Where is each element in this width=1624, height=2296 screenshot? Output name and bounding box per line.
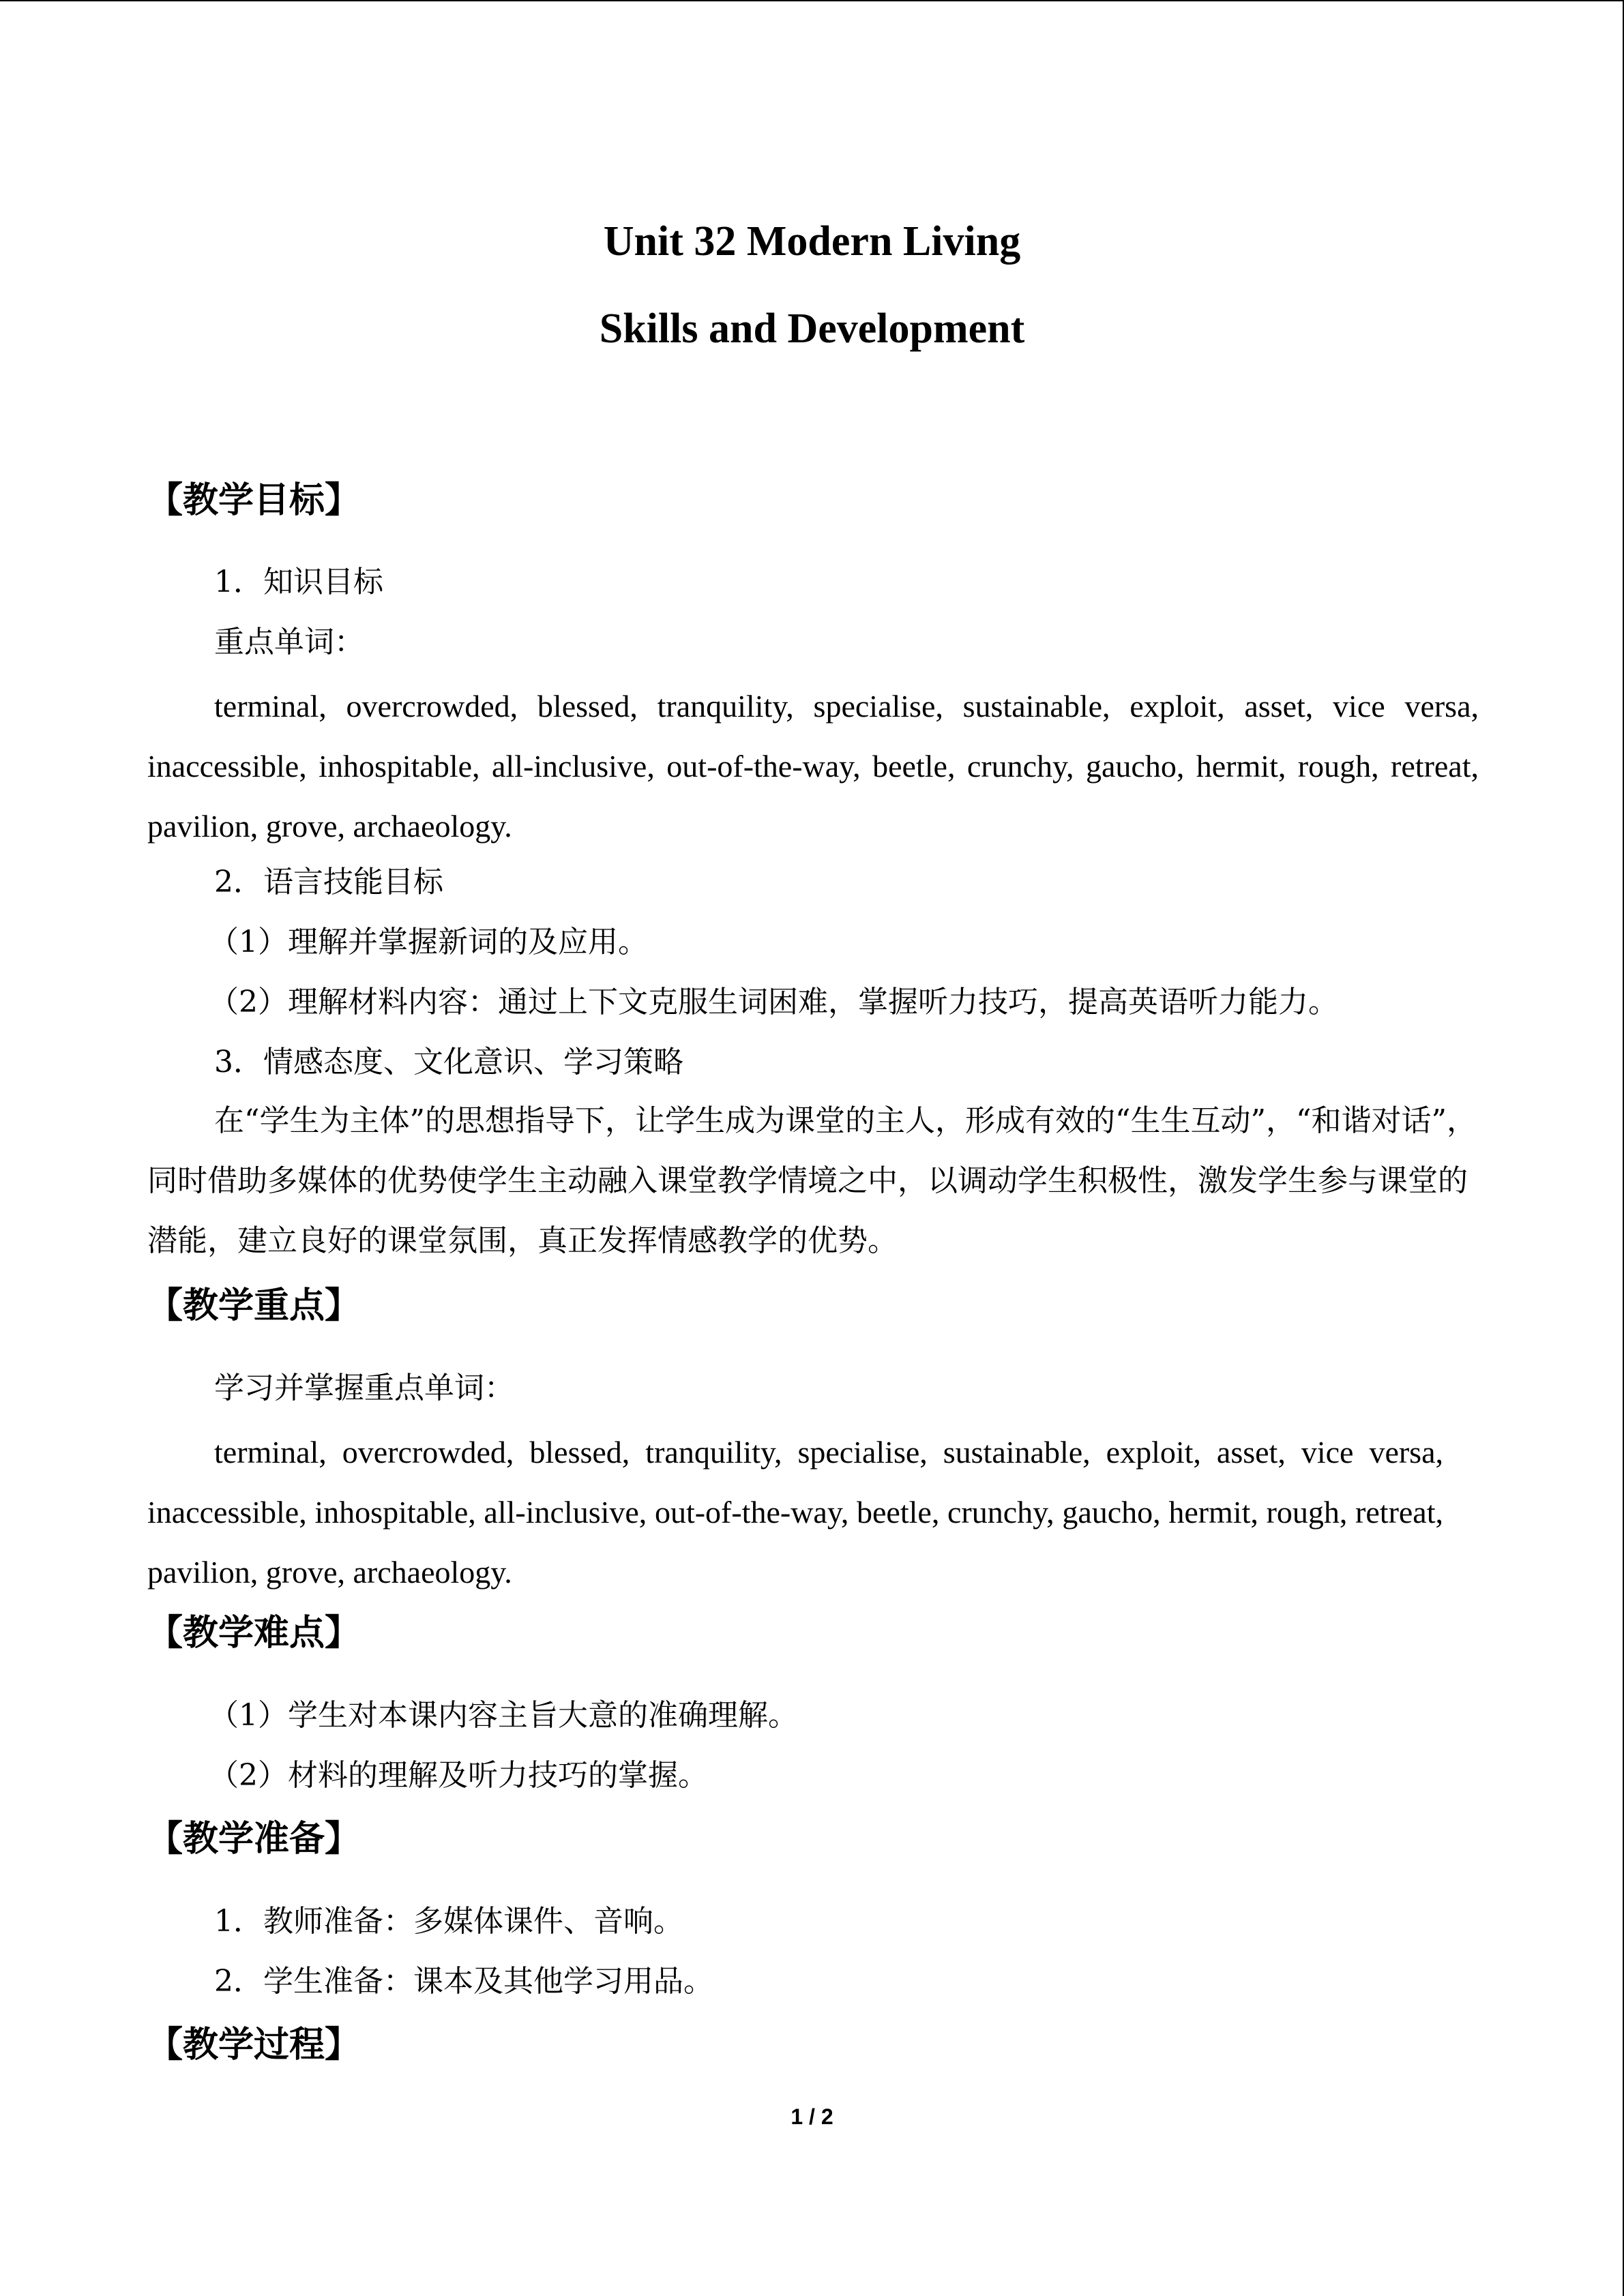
document-title: Unit 32 Modern Living: [603, 218, 1021, 265]
knowledge-goal-title: 1．知识目标: [214, 565, 383, 599]
key-words-label: 重点单词：: [214, 625, 364, 659]
difficulty-item-1: （1）学生对本课内容主旨大意的准确理解。: [209, 1698, 798, 1733]
emotion-goal-text: 在“学生为主体”的思想指导下，让学生成为课堂的主人，形成有效的“生生互动”，“和谐对话”，同时借助多媒体的优势使学生主动融入课堂教学情境之中，以调动学生积极性，激发学生参与课堂的潜能，建立良好的课堂氛围，真正发挥情感教学的优势。: [147, 1103, 1477, 1258]
preparation-item-1: 1．教师准备：多媒体课件、音响。: [214, 1904, 683, 1939]
document-subtitle: Skills and Development: [599, 305, 1025, 352]
key-points-words: terminal, overcrowded, blessed, tranquility, specialise, sustainable, exploit, asset, vice versa, inaccessible, inhospitable, all-inclusive, out-of-the-way, beetle, crunchy, gaucho, hermit, rough, retreat, pavilion, grove, archaeology.: [147, 1435, 1443, 1590]
heading-key-points: 【教学重点】: [147, 1285, 361, 1326]
heading-difficulties: 【教学难点】: [147, 1613, 361, 1654]
heading-objectives: 【教学目标】: [147, 480, 361, 521]
skills-goal-title: 2．语言技能目标: [214, 865, 443, 899]
emotion-goal-title: 3．情感态度、文化意识、学习策略: [214, 1045, 683, 1079]
heading-process: 【教学过程】: [147, 2025, 361, 2066]
difficulty-item-2: （2）材料的理解及听力技巧的掌握。: [209, 1758, 708, 1793]
heading-preparation: 【教学准备】: [147, 1819, 361, 1860]
preparation-item-2: 2．学生准备：课本及其他学习用品。: [214, 1964, 713, 1999]
page-number: 1 / 2: [791, 2104, 833, 2129]
key-points-label: 学习并掌握重点单词：: [214, 1371, 514, 1405]
skills-item-1: （1）理解并掌握新词的及应用。: [209, 925, 648, 959]
key-words-list: terminal, overcrowded, blessed, tranquility, specialise, sustainable, exploit, asset, vice versa, inaccessible, inhospitable, all-inclusive, out-of-the-way, beetle, crunchy, gaucho, hermit, rough, retreat, pavilion, grove, archaeology.: [147, 689, 1479, 844]
skills-item-2: （2）理解材料内容：通过上下文克服生词困难，掌握听力技巧，提高英语听力能力。: [209, 985, 1338, 1019]
